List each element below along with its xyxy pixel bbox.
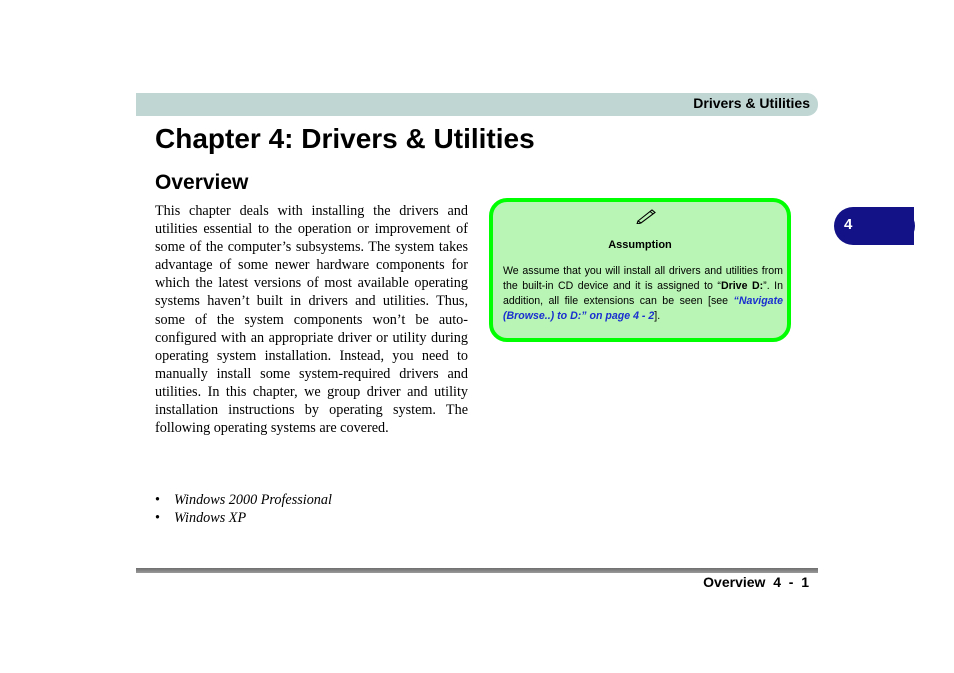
- os-list: [155, 491, 332, 527]
- chapter-tab[interactable]: [834, 207, 914, 245]
- note-text: [503, 264, 783, 324]
- note-text-end: ].: [654, 310, 661, 322]
- pencil-icon: [635, 208, 657, 224]
- note-text-start: We assume that you will install all drivers and utilities from the built-in CD device and it is assigned to “: [503, 265, 783, 292]
- page-footer: Overview 4 - 1: [703, 574, 809, 590]
- list-item: • Windows 2000 Professional: [155, 491, 332, 509]
- assumption-note: [489, 198, 791, 342]
- chapter-tab-number: 4: [844, 216, 853, 233]
- note-title: Assumption: [608, 239, 672, 251]
- cross-reference-link[interactable]: “Navigate (Browse..) to D:” on page 4 - 2: [503, 295, 783, 322]
- note-text-middle: ”. In addition, all file extensions can be seen [see: [503, 280, 784, 307]
- header-bar: [136, 93, 818, 116]
- overview-paragraph: This chapter deals with installing the drivers and utilities essential to the operation or improvement of some of the computer’s subsystems. The system takes advantage of some newer hardware components for which the latest versions of most available operating systems haven’t built in drivers and utilities. Thus, some of the system components won’t be auto-configured with an appropriate driver or utility during operating system installation. Instead, you need to manually install some system-required drivers and utilities. In this chapter, we group driver and utility installation instructions by operating system. The following operating systems are covered.: [155, 203, 468, 437]
- footer-rule: [136, 568, 818, 573]
- chapter-title: Chapter 4: Drivers & Utilities: [155, 123, 535, 154]
- header-title: Drivers & Utilities: [693, 95, 810, 111]
- section-title: Overview: [155, 171, 249, 194]
- drive-label: Drive D:: [720, 280, 764, 292]
- list-item: • Windows XP: [155, 509, 332, 527]
